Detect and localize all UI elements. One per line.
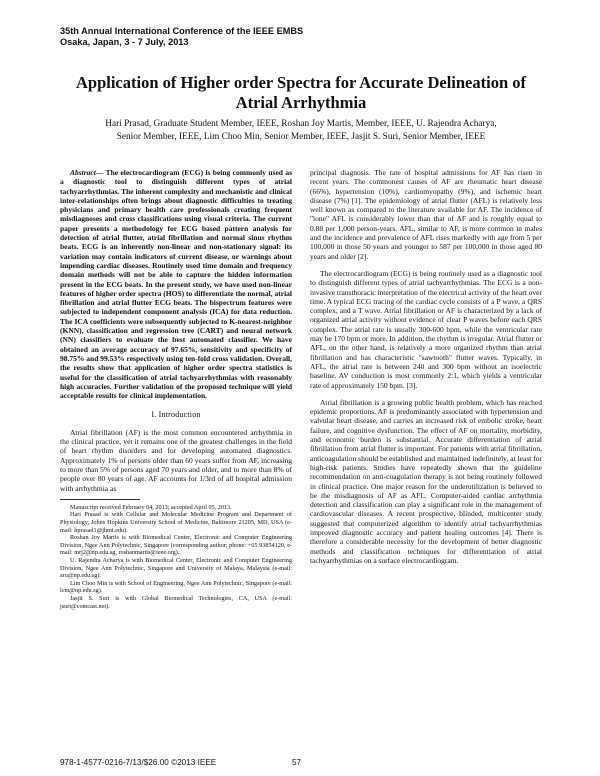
body-paragraph: principal diagnosis. The rate of hospital admissions for AF has risen in recent years. The commonest causes of AF are rheumatic heart disease (66%), hypertension (10%), cardiomyopathy (9%), and ischemic heart disease (7%) [1]. The epidemiology of atrial flutter (AFL) is relatively less well known as compared to the literature available for AF. The incidence of "lone" AFL is considerably lower than that of AF and is roughly equal to 0.88 per 1,000 person-years. AFL, similar to AF, is more common in males and the incidence and prevalence of AFL rises markedly with age from 5 per 100,000 in those 50 years and younger to 587 per 100,000 in those aged 80 years and older [2]. bbox=[310, 168, 542, 261]
abstract bbox=[60, 168, 292, 400]
paper-title: Application of Higher order Spectra for Accurate Delineation of Atrial Arrhythmia bbox=[75, 73, 527, 112]
footnote: Roshan Joy Martis is with Biomedical Center, Electronic and Computer Engineering Division, Ngee Ann Polytechnic, Singapore (corresponding author; phone: +65 93854120, e-mail: mrj2@np.edu.sg, roshanmartis@ieee.org). bbox=[60, 534, 292, 557]
right-column bbox=[310, 168, 542, 565]
footnote-divider bbox=[60, 499, 140, 500]
body-paragraph: Atrial fibrillation is a growing public health problem, which has reached epidemic proportions. AF is predominantly associated with hypertension and valvular heart disease, and carries an increased risk of embolic stroke, heart failure, and cognitive dysfunction. The effect of AF on mortality, morbidity, and economic burden is substantial. Accurate differentiation of atrial fibrillation from atrial flutter is important. For patients with atrial fibrillation, anticoagulation should be established and maintained indefinitely, at least for high-risk patients. Studies have repeatedly shown that the guideline recommendation on anti-coagulation therapy is not being routinely followed in clinical practice. One major reason for the underutilization is believed to be the misdiagnosis of AF as AFL. Computer-aided cardiac arrhythmia detection and classification can play a significant role in the management of cardiovascular diseases. A recent prospective, blinded, multicenter study suggested that computerized algorithm to identify atrial tachyarrhythmias improved diagnostic accuracy and patient healing outcomes [4]. There is therefore a considerable necessity for the development of better diagnostic methods and classification techniques for differentiation of atrial tachyarrhythmias on a surface electrocardiogram. bbox=[310, 397, 542, 565]
left-column bbox=[60, 168, 292, 610]
abstract-label: Abstract bbox=[70, 168, 96, 177]
footnote: Lim Choo Min is with School of Engineering, Ngee Ann Polytechnic, Singapore (e-mail: lcm@np.edu.sg). bbox=[60, 579, 292, 595]
footnote: Hari Prasad is with Cellular and Molecular Medicine Program and Department of Physiology, Johns Hopkins University School of Medicine, Baltimore 21205, MD, USA (e-mail: hprasad1@jhmi.edu). bbox=[60, 511, 292, 534]
conference-name: 35th Annual International Conference of the IEEE EMBS bbox=[60, 26, 304, 36]
author-list bbox=[60, 118, 542, 144]
footnote: Jasjit S. Suri is with Global Biomedical Technologies, CA, USA (e-mail: jsuri@comcast.net). bbox=[60, 594, 292, 610]
author-line: Senior Member, IEEE, Lim Choo Min, Senior Member, IEEE, Jasjit S. Suri, Senior Member, IEEE bbox=[116, 132, 486, 142]
page-number: 57 bbox=[292, 758, 302, 767]
isbn-line: 978-1-4577-0216-7/13/$26.00 ©2013 IEEE bbox=[60, 758, 217, 767]
section-heading: I. Introduction bbox=[151, 410, 201, 420]
conference-header bbox=[60, 26, 303, 48]
footnote: Manuscript received February 04, 2013; accepted April 05, 2013. bbox=[70, 503, 232, 511]
intro-paragraph: Atrial fibrillation (AF) is the most common encountered arrhythmia in the clinical practice, yet it remains one of the greatest challenges in the field of heart rhythm disorders and for developing automated diagnostics. Approximately 1% of persons older than 60 years suffer from AF, increasing to more than 5% of persons aged 70 years and older, and to more than 8% of people over 80 years of age. AF accounts for 1/3rd of all hospital admission with arrhythmia as bbox=[60, 427, 292, 493]
conference-location: Osaka, Japan, 3 - 7 July, 2013 bbox=[60, 37, 189, 47]
abstract-text: — The electrocardiogram (ECG) is being commonly used as a diagnostic tool to distinguish different types of atrial tachyarrhythmias. The inherent complexity and mechanistic and clinical inter-relationships often brings about diagnostic difficulties to treating physicians and primary health care professionals creating frequent misdiagnoses and cross classifications using visual criteria. The current paper presents a methodology for ECG based pattern analysis for detection of atrial flutter, atrial fibrillation and normal sinus rhythm beats. ECG is an inherently non-linear and non-stationary signal: its variation may contain indicators of current disease, or warnings about impending cardiac diseases. Routinely used time domain and frequency domain methods will not be able to capture the hidden information present in the ECG beats. In the present study, we have used non-linear features of higher order spectra (HOS) to differentiate the normal, atrial fibrillation and atrial flutter ECG beats. The bispectrum features were subjected to independent component analysis (ICA) for data reduction. The ICA coefficients were subsequently subjected to K-nearest-neighbor (KNN), classification and regression tree (CART) and neural network (NN) classifiers to evaluate the best automated classifier. We have obtained an average accuracy of 97.65%, sensitivity and specificity of 98.75% and 99.53% respectively using ten-fold cross validation. Overall, the results show that application of higher order spectra statistics is useful for the classification of atrial tachyarrhythmias with reasonably high accuracies. Further validation of the proposed technique will yield acceptable results for clinical implementation. bbox=[60, 168, 292, 401]
body-paragraph: The electrocardiogram (ECG) is being routinely used as a diagnostic tool to distinguish different types of atrial tachyarrhythmias. The ECG is a non-invasive transthoracic interpretation of the electrical activity of the heart over time. A typical ECG tracing of the cardiac cycle consists of a P wave, a QRS complex, and a T wave. Atrial fibrillation or AF is characterized by a lack of organized atrial activity without evidence of clear P waves before each QRS complex. The atrial rate is usually 300-600 bpm, while the ventricular rate may be 170 bpm or more. In addition, the rhythm is irregular. Atrial flutter or AFL, on the other hand, is relatively a more organized rhythm than atrial fibrillation and has characteristic "sawtooth" flutter waves. Typically, in AFL, the atrial rate is between 240 and 300 bpm without an isoelectric baseline. AV conduction is most commonly 2:1, which yields a ventricular rate of approximately 150 bpm. [3]. bbox=[310, 268, 542, 390]
footnote: U. Rajendra Acharya is with Biomedical Center, Electronic and Computer Engineering Division, Ngee Ann Polytechnic, Singapore and University of Malaya, Malaysia (e-mail: aru@np.edu.sg). bbox=[60, 556, 292, 580]
footnotes bbox=[60, 504, 292, 610]
author-line: Hari Prasad, Graduate Student Member, IEEE, Roshan Joy Martis, Member, IEEE, U. Rajendra Acharya, bbox=[105, 119, 497, 129]
